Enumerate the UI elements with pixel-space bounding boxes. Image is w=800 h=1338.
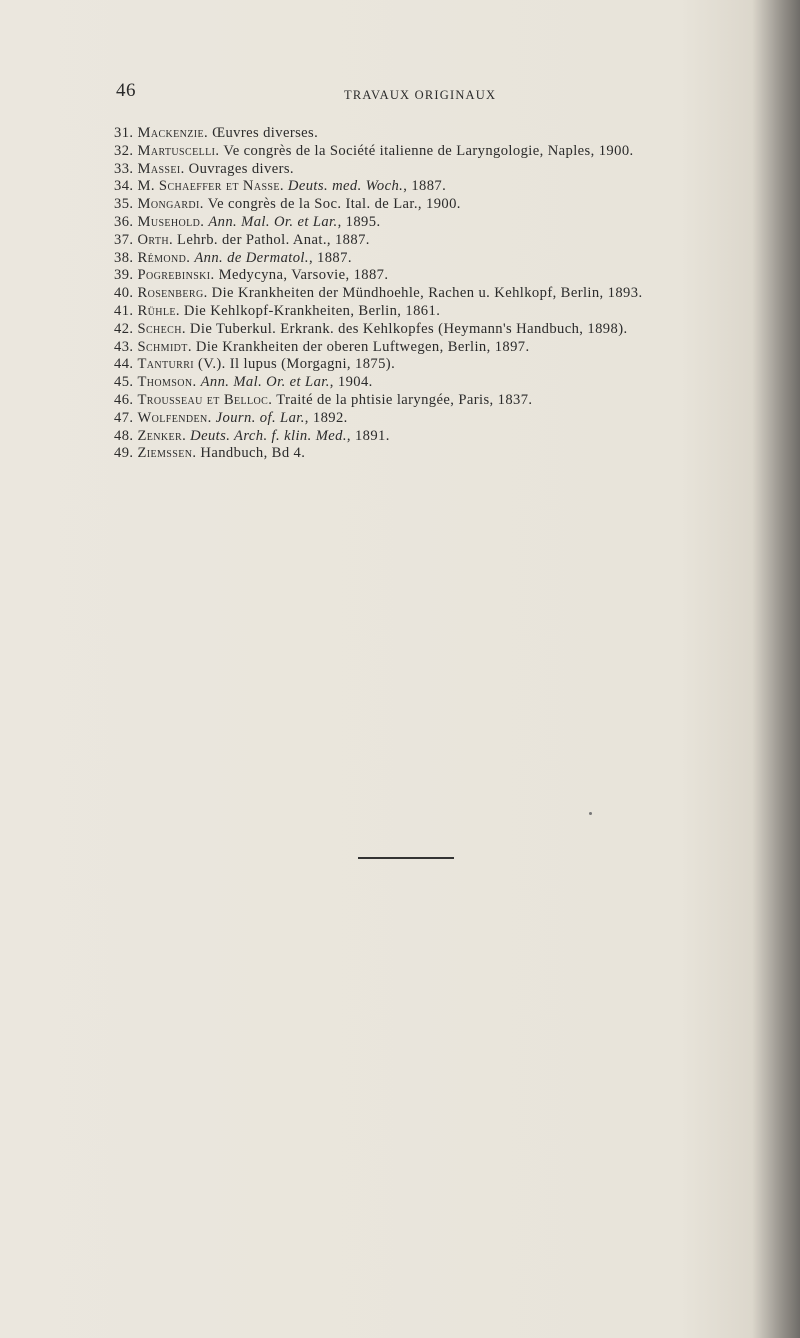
entry-author: Musehold. [137,213,205,230]
entry-text: Medycyna, Varsovie, 1887. [218,267,389,284]
entry-text: Ouvrages divers. [188,160,294,177]
bibliography-entry [114,339,764,357]
entry-journal-title: Ann. de Dermatol. [194,249,309,266]
entry-journal-title: Ann. Mal. Or. et Lar. [208,213,338,230]
entry-author: Rémond. [137,249,191,266]
entry-text: Die Krankheiten der Mündhoehle, Rachen u. Kehlkopf, Berlin, 1893. [211,285,643,302]
entry-text: Ve congrès de la Soc. Ital. de Lar., 1900. [207,196,461,213]
entry-author: Ziemssen. [137,445,197,462]
bibliography-entry [114,410,764,428]
bibliography-entry [114,125,764,143]
entry-journal-title: Deuts. med. Woch. [287,178,404,195]
entry-number: 41. [114,302,134,319]
entry-author: Rosenberg. [137,285,208,302]
entry-author: Thomson. [137,374,197,391]
entry-author: Martuscelli. [137,142,220,159]
entry-number: 43. [114,338,134,355]
bibliography-entry [114,178,764,196]
bibliography-entry [114,321,764,339]
entry-text: , 1895. [337,213,381,230]
entry-number: 48. [114,427,134,444]
entry-number: 47. [114,409,134,426]
bibliography-entry [114,214,764,232]
bibliography-entry [114,285,764,303]
entry-number: 42. [114,320,134,337]
entry-author: Orth. [137,231,174,248]
bibliography-entry [114,267,764,285]
entry-number: 39. [114,267,134,284]
entry-journal-title: Ann. Mal. Or. et Lar. [200,374,330,391]
entry-author: Schech. [137,320,186,337]
page-number: 46 [116,80,136,101]
entry-text: , 1887. [403,178,447,195]
bibliography-entry [114,303,764,321]
running-head: TRAVAUX ORIGINAUX [344,88,497,102]
entry-author: Rühle. [137,302,180,319]
entry-number: 35. [114,196,134,213]
entry-journal-title: Deuts. Arch. f. klin. Med. [190,427,347,444]
bibliography-list [114,125,764,463]
entry-author: Massei. [137,160,185,177]
entry-text: Handbuch, Bd 4. [200,445,306,462]
paper-speck [589,812,592,815]
bibliography-entry [114,445,764,463]
entry-text: , 1891. [346,427,390,444]
entry-text: , 1904. [329,374,373,391]
entry-author: M. Schaeffer et Nasse. [137,178,284,195]
entry-author: Zenker. [137,427,187,444]
bibliography-entry [114,356,764,374]
end-rule [358,857,454,859]
bibliography-entry [114,374,764,392]
entry-number: 36. [114,213,134,230]
entry-author: Mackenzie. [137,125,209,141]
entry-text: Die Krankheiten der oberen Luftwegen, Berlin, 1897. [195,338,530,355]
entry-author: Trousseau et Belloc. [137,391,273,408]
entry-number: 37. [114,231,134,248]
entry-number: 49. [114,445,134,462]
entry-author: Mongardi. [137,196,204,213]
bibliography-entry [114,392,764,410]
entry-number: 34. [114,178,134,195]
bibliography-entry [114,161,764,179]
bibliography-entry [114,250,764,268]
entry-text: (V.). Il lupus (Morgagni, 1875). [198,356,396,373]
entry-text: Œuvres diverses. [212,125,319,141]
entry-author: Tanturri [137,356,195,373]
entry-number: 44. [114,356,134,373]
bibliography-entry [114,232,764,250]
entry-text: Die Kehlkopf-Krankheiten, Berlin, 1861. [183,302,441,319]
bibliography-entry [114,428,764,446]
bibliography-entry [114,196,764,214]
entry-number: 38. [114,249,134,266]
entry-text: , 1887. [308,249,352,266]
entry-number: 31. [114,125,134,141]
entry-number: 46. [114,391,134,408]
entry-author: Pogrebinski. [137,267,215,284]
entry-text: Lehrb. der Pathol. Anat., 1887. [177,231,370,248]
bibliography-entry [114,143,764,161]
entry-text: Ve congrès de la Société italienne de Laryngologie, Naples, 1900. [223,142,634,159]
entry-number: 40. [114,285,134,302]
entry-number: 45. [114,374,134,391]
entry-text: Die Tuberkul. Erkrank. des Kehlkopfes (Heymann's Handbuch, 1898). [189,320,628,337]
entry-number: 33. [114,160,134,177]
entry-author: Schmidt. [137,338,192,355]
entry-number: 32. [114,142,134,159]
entry-text: , 1892. [304,409,348,426]
entry-journal-title: Journ. of. Lar. [215,409,305,426]
entry-text: Traité de la phtisie laryngée, Paris, 1837. [276,391,533,408]
entry-author: Wolfenden. [137,409,212,426]
